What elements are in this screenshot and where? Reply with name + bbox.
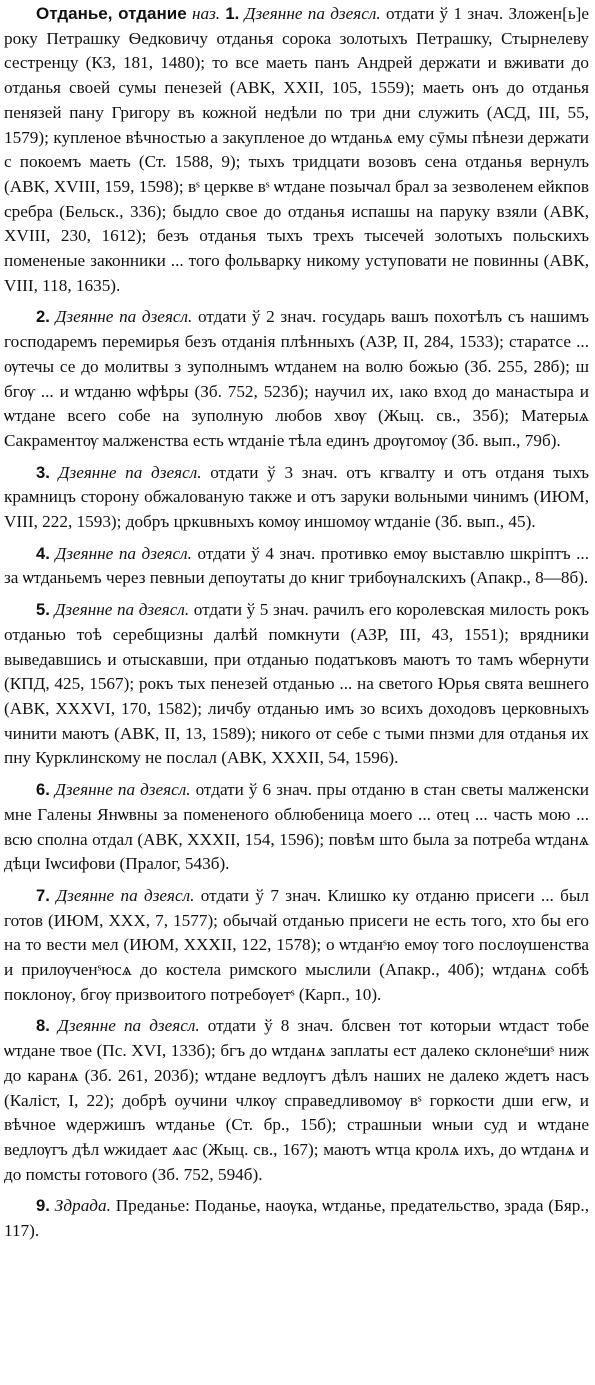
sense-3 bbox=[4, 461, 589, 535]
sense-text: отдати ў 2 знач. государь вашъ похотѣлъ съ нашимъ господаремъ перемирья безъ отданія плѣнныхъ (АЗР, II, 284, 1533); старатсе ... ѹтечы се до молитвы з зуполнымъ ѡтданем на волю божью (Зб. 255, 28б); ш бгѹ ... и ѡтданю ѡфѣры (Зб. 752, 523б); научил их, ıако вход до манастыра и ѡтдане всего собе на зуполную любов хвѹ (Жыц. св., 35б); Матерыѧ Сакраментѹ малженства есть ѡтданіе тѣла единъ дрѹгомѹ (Зб. вып., 79б). bbox=[4, 307, 589, 450]
sense-number: 6. bbox=[36, 780, 50, 800]
sense-number: 3. bbox=[36, 462, 50, 482]
sense-5 bbox=[4, 598, 589, 771]
sense-number: 4. bbox=[36, 543, 50, 563]
sense-7 bbox=[4, 884, 589, 1008]
sense-definition: Дзеянне па дзеясл. bbox=[55, 543, 192, 563]
sense-text: отдати ў 7 знач. Клишко ку отданю присеги ... был готов (ИЮМ, XXX, 7, 1577); обычай отданью присеги не есть того, хто бы его на то вести мел (ИЮМ, XXXII, 122, 1578); о ѡтданˢю емѹ того послѹшенства и прилѹченˢюсѧ до костела римского мыслили (Апакр., 40б); ѡтданѧ собѣ поклонѹ, бгѹ призвоитого потребѹетˢ (Карп., 10). bbox=[4, 885, 589, 1004]
sense-1 bbox=[4, 2, 589, 298]
sense-number: 7. bbox=[36, 885, 50, 905]
sense-definition: Дзеянне па дзеясл. bbox=[54, 600, 190, 620]
sense-number: 8. bbox=[36, 1016, 50, 1036]
sense-8 bbox=[4, 1014, 589, 1187]
sense-definition: Здрада. bbox=[54, 1196, 111, 1216]
sense-6 bbox=[4, 778, 589, 877]
sense-definition: Дзеянне па дзеясл. bbox=[56, 885, 195, 905]
sense-definition: Дзеянне па дзеясл. bbox=[54, 780, 191, 800]
sense-definition: Дзеянне па дзеясл. bbox=[58, 462, 202, 482]
sense-text: отдати ў 3 знач. отъ кгвалту и отъ отданя тыхъ крамницъ сторону обжалованую также и отъ заруки вольными чинимъ (ИЮМ, VIII, 222, 1593); добръ цркuвныхъ комѹ иншомѹ ѡтданіе (Зб. вып., 45). bbox=[4, 462, 589, 532]
sense-9 bbox=[4, 1194, 589, 1243]
sense-number: 1. bbox=[225, 4, 240, 23]
part-of-speech: наз. bbox=[191, 4, 221, 23]
sense-text: отдати ў 6 знач. пры отданю в стан светы малженски мне Галены Янѡвны за помененого облюбеница моего ... отец ... часть мою ... всю сполна отдал (АВК, XXXII, 154, 1596); повѣм што была за потреба ѡтданѧ дѣци Іѡсифови (Пралог, 543б). bbox=[4, 780, 590, 874]
sense-text: отдати ў 4 знач. противко емѹ выставлю шкріптъ ... за ѡтданьемъ через певныи депоутаты до книг трибѹналскихъ (Апакр., 8—8б). bbox=[4, 543, 589, 588]
sense-2 bbox=[4, 305, 589, 453]
sense-number: 9. bbox=[36, 1196, 50, 1216]
sense-4 bbox=[4, 542, 589, 591]
sense-definition: Дзеянне па дзеясл. bbox=[244, 4, 381, 23]
sense-definition: Дзеянне па дзеясл. bbox=[57, 1016, 200, 1036]
sense-text: отдати ў 8 знач. блсвен тот которыи ѡтдаст тобе ѡтдане твое (Пс. XVI, 133б); бгъ до ѡтданѧ заплаты ест далеко склонеˢшиˢ ниж до каранѧ (Зб. 261, 203б); ѡтдане ведлѹгъ дѣлъ наших не далеко ждетъ насъ (Каліст, I, 22); добрѣ оучини члкѹ справедливомѹ вˢ горкости дши егѡ, и вѣчное ѡдержишъ ѡтданье (Ст. бр., 15б); страшныи ѡныи суд и ѡтдане ведлѹгъ дѣл ѡжидает ѧас (Жыц. св., 167); маютъ ѡтца кролѧ ихъ, до ѡтданѧ и до помсты готового (Зб. 752, 594б). bbox=[4, 1016, 589, 1184]
sense-number: 2. bbox=[36, 307, 50, 327]
sense-text: отдати ў 5 знач. рачилъ его королевская милость рокъ отданью тоѣ серебщизны далѣй помкнути (АЗР, III, 43, 1551); врядники выведавшись и отыскавши, при отданью податъковъ маютъ то тамъ ѡбернути (КПД, 425, 1567); рокъ тых пенезей отданью ... на светого Юрья свята вешнего (АВК, XXXVI, 170, 1582); личбу отданью имъ зо всихъ доходовъ церковныхъ чинити маютъ (АВК, II, 13, 1589); никого от себе с тыми пнзми для отданья их пну Курклинскому не послал (АВК, XXXII, 54, 1596). bbox=[4, 600, 589, 768]
sense-number: 5. bbox=[36, 600, 50, 620]
sense-text: отдати ў 1 знач. Зложен[ь]е року Петрашку Ѳедковичу отданья сорока золотыхъ Петрашку, Стырнелеву сестренцу (КЗ, 181, 1480); то все маеть панъ Андрей держати и вживати до отданья своей сумы пенезей (АВК, XXII, 105, 1559); маеть онъ до отданья пенязей пану Григору въ кожной недѣли по три дни служить (АСД, III, 55, 1579); купленое вѣчностью а закупленое до ѡтданьѧ ему сӯмы пѣнези держати с покоемъ маеть (Ст. 1588, 9); тыхъ тридцати возовъ сена отданья вернулъ (АВК, XVIII, 159, 1598); вˢ церкве вˢ ѡтдане позычал брал за зезволенем ейкпов сребра (Бельск., 336); быдло свое до отданья испашы на паруку взяли (АВК, XVIII, 230, 1612); безъ отданья тыхъ трехъ тысечей золотыхъ польскихъ помененые законники ... того фольварку никому уступовати не повинны (АВК, VIII, 118, 1635). bbox=[4, 4, 590, 295]
sense-text: Преданье: Поданье, наѹка, ѡтданье, предательство, зрада (Бяр., 117). bbox=[4, 1196, 589, 1241]
sense-definition: Дзеянне па дзеясл. bbox=[55, 307, 193, 327]
entry-lemma: Отданье, отдание bbox=[36, 4, 187, 23]
